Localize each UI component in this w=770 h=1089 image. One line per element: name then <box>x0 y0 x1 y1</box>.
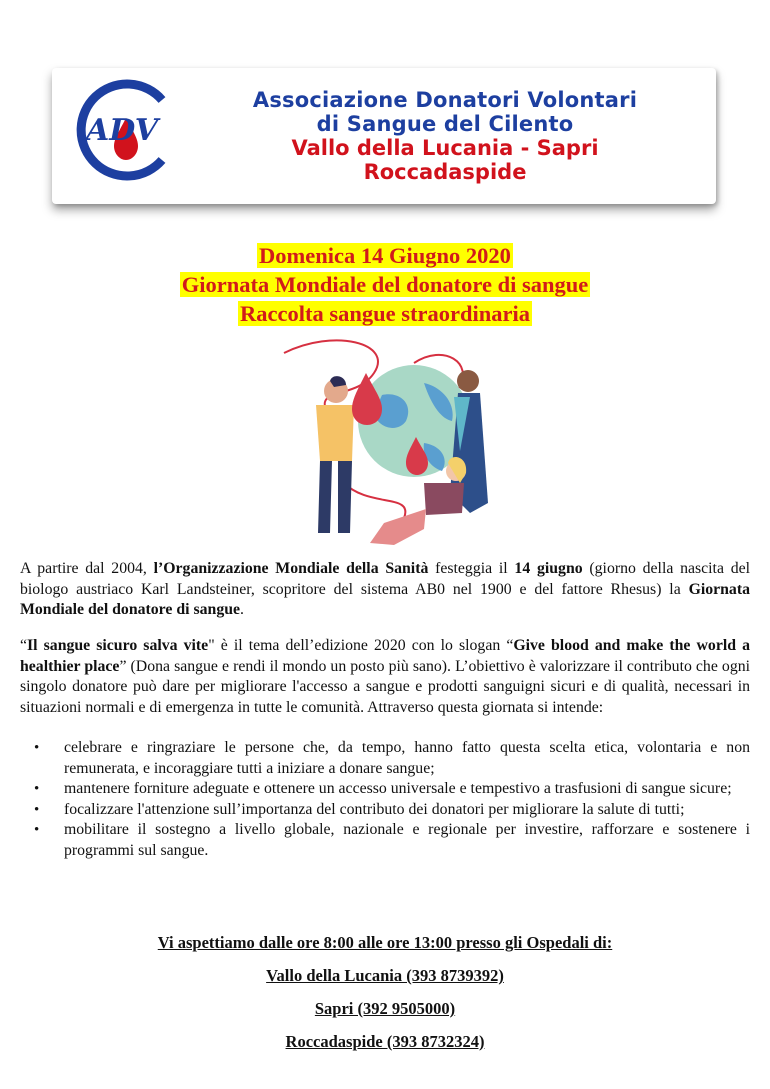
paragraph-intro <box>20 559 750 621</box>
association-name <box>180 88 710 184</box>
list-item: • focalizzare l'attenzione sull’importanza del contributo dei donatori per migliorare la salute di tutti; <box>20 800 750 821</box>
paragraph-intro-bold-3: Giornata Mondiale del donatore di sangue <box>20 580 750 618</box>
hospital-roccadaspide: Roccadaspide (393 8732324) <box>285 1032 485 1051</box>
paragraph-intro-text-1: A partire dal 2004, <box>20 560 154 577</box>
list-item: • celebrare e ringraziare le persone che, da tempo, hanno fatto questa scelta etica, volontaria e non remunerata, e incoraggiare tutti a iniziare a donare sangue; <box>20 738 750 779</box>
paragraph-theme-text-3: ” (Dona sangue e rendi il mondo un posto più sano). L’obiettivo è valorizzare il contributo che ogni singolo donatore può dare per migliorare l'accesso a sangue e prodotti sanguigni sicuri e di qualità, necessari in situazioni normali e di emergenza in tutte le comunità. Attraverso questa giornata si intende: <box>20 657 751 716</box>
hospital-sapri: Sapri (392 9505000) <box>314 999 456 1018</box>
event-name: Giornata Mondiale del donatore di sangue <box>181 272 589 297</box>
paragraph-intro-text-4: . <box>240 601 244 618</box>
logo-text: ADV <box>85 113 159 148</box>
association-logo <box>66 78 182 182</box>
paragraph-theme-text-1: “ <box>20 637 28 654</box>
paragraph-intro-text-3: (giorno della nascita del biologo austriaco Karl Landsteiner, scopritore del sistema AB0 nel 1900 e del fattore Rhesus) la <box>20 560 751 598</box>
paragraph-theme-text-2: " è il tema dell’edizione 2020 con lo slogan “ <box>208 637 514 654</box>
association-line-3: Vallo della Lucania - Sapri <box>291 136 599 160</box>
paragraph-theme-bold-1: Il sangue sicuro salva vite <box>27 637 209 654</box>
association-line-4: Roccadaspide <box>363 160 527 184</box>
association-banner <box>52 68 716 204</box>
paragraph-intro-bold-2: 14 giugno <box>514 560 583 577</box>
list-item: • mobilitare il sostegno a livello globale, nazionale e regionale per investire, rafforzare e sostenere i programmi sul sangue. <box>20 820 750 861</box>
paragraph-intro-bold-1: l’Organizzazione Mondiale della Sanità <box>153 560 429 577</box>
event-titles <box>0 241 770 328</box>
event-date: Domenica 14 Giugno 2020 <box>259 243 511 268</box>
paragraph-intro-text-2: festeggia il <box>428 560 515 577</box>
event-subtitle: Raccolta sangue straordinaria <box>240 301 530 326</box>
list-item: • mantenere forniture adeguate e ottenere un accesso universale e tempestivo a trasfusioni di sangue sicure; <box>20 779 750 800</box>
paragraph-theme <box>20 636 750 718</box>
hospital-vallo: Vallo della Lucania (393 8739392) <box>266 966 504 985</box>
schedule-notice: Vi aspettiamo dalle ore 8:00 alle ore 13:00 presso gli Ospedali di: <box>157 933 613 952</box>
paragraph-theme-bold-2: Give blood and make the world a healthier place <box>20 637 750 675</box>
blood-donors-illustration <box>274 333 510 551</box>
association-line-1: Associazione Donatori Volontari <box>252 88 638 112</box>
man-figure-icon <box>316 376 354 533</box>
goals-list <box>20 738 750 861</box>
association-line-2: di Sangue del Cilento <box>316 112 574 136</box>
